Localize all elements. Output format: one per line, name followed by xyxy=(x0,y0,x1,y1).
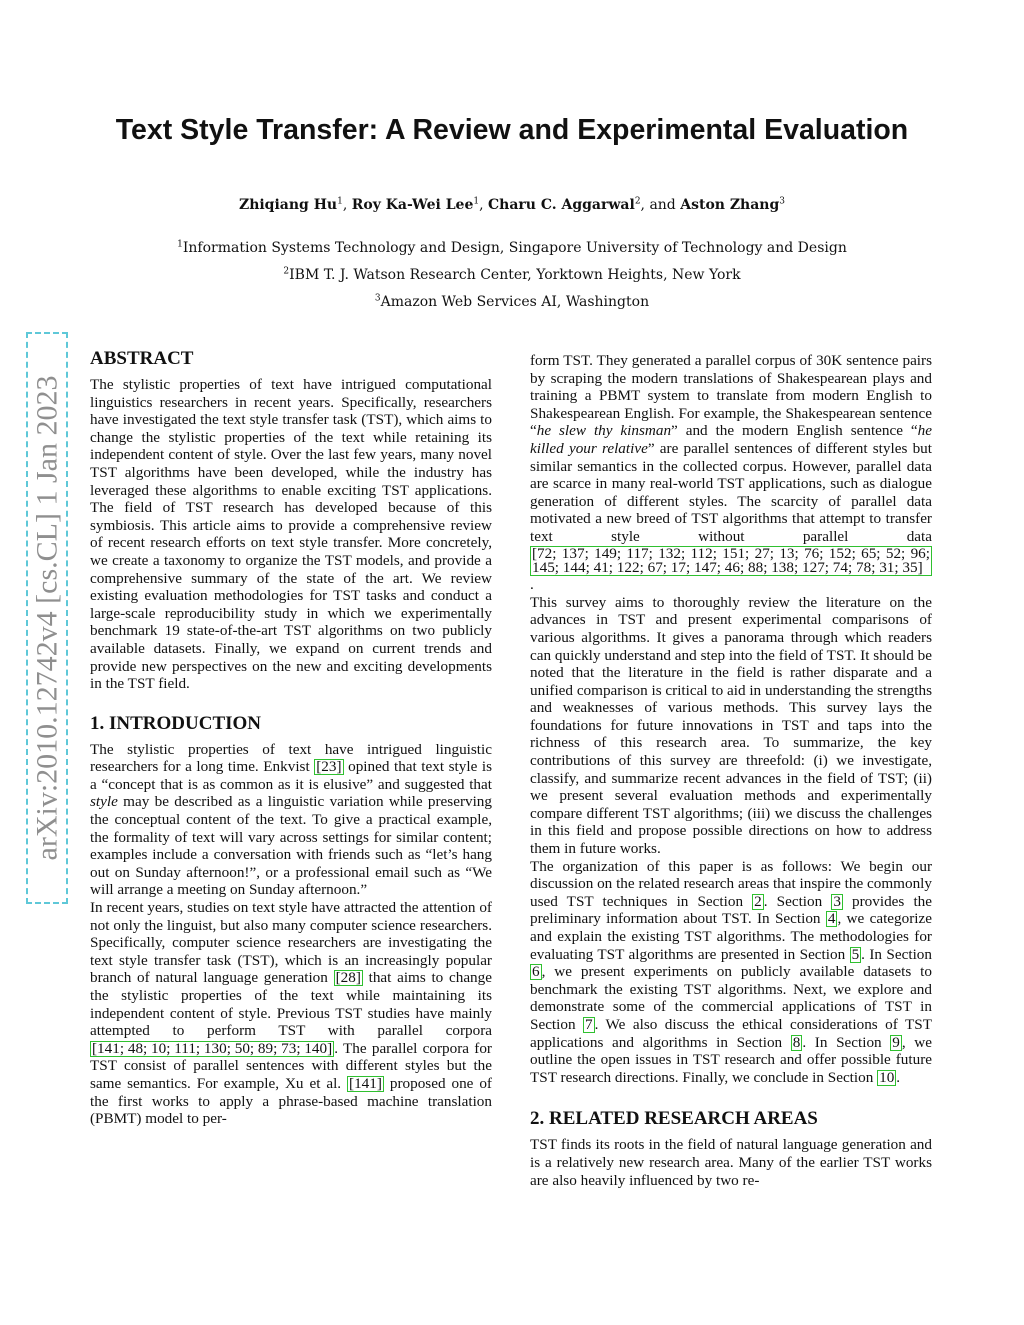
text-run: The stylistic properties of text have intrigued linguistic researchers for a long time. Enkvist xyxy=(90,740,492,776)
text-run: ” are parallel sentences of different styles but similar semantics in the collected corpus. However, parallel data are scarce in many real-world TST applications, such as dialogue generation of different styles. The scarcity of parallel data motivated a new breed of TST algorithms that attempt to transfer text style without parallel data xyxy=(530,439,932,545)
affiliation xyxy=(0,267,1024,283)
affiliation-text: Amazon Web Services AI, Washington xyxy=(380,294,650,310)
introduction-heading: 1. INTRODUCTION xyxy=(90,712,262,734)
citation-link[interactable]: [72; 137; 149; 117; 132; 112; 151; 27; 13; 76; 152; 65; 52; 96; 145; 144; 41; 122; 67; 17; 147; 46; 88; 138; 127; 74; 78; 31; 35] xyxy=(532,544,930,576)
related-research-heading: 2. RELATED RESEARCH AREAS xyxy=(530,1108,818,1130)
affiliation-number: 3 xyxy=(374,293,381,304)
body-paragraph: This survey aims to thoroughly review the literature on the advances in TST and present experimental comparisons of various algorithms. It gives a panorama through which readers can quickly understand and step into the field of TST. It should be noted that the literature in the field is rather disparate and a unified comparison is critical to aid in understanding the strengths and weaknesses of various methods. This survey lays the foundations for future innovations in TST and taps into the richness of this research area. To summarize, the key contributions of this survey are threefold: (i) we investigate, classify, and summarize recent advances in the field of TST; (ii) we present several evaluation methods and experimentally compare different TST algorithms; (iii) we discuss the challenges in this field and propose possible directions on how to address them in future works. xyxy=(530,593,932,858)
text-run: , we categorize and explain the existing TST algorithms. The methodologies for evaluating TST algorithms are presented in Section xyxy=(530,910,932,963)
text-run: , we present experiments on publicly available datasets to benchmark the existing TST algorithms. Next, we explore and demonstrate some of the commercial applications of TST in Section xyxy=(530,963,932,1033)
text-run: ” and the modern English sentence “ xyxy=(671,422,918,440)
affiliation-number: 2 xyxy=(283,266,290,277)
citation-link[interactable]: [23] xyxy=(316,758,342,776)
author-affiliation-mark: 2 xyxy=(634,196,641,207)
author-name: Roy Ka-Wei Lee xyxy=(351,197,474,213)
text-run: provides the preliminary information about TST. In Section xyxy=(530,892,932,928)
right-column xyxy=(530,352,932,1189)
section-link[interactable]: 10 xyxy=(879,1068,895,1086)
citation-link[interactable]: [141] xyxy=(349,1074,382,1092)
intro-paragraph xyxy=(90,741,492,899)
text-run: that aims to change the stylistic properties of the text while maintaining its independent content of style. Previous TST studies have mainly attempted to perform TST with parallel corpora xyxy=(90,969,492,1040)
text-run: . The parallel corpora for TST consist of parallel sentences with different styles but the same semantics. For example, Xu et al. xyxy=(90,1039,492,1092)
intro-paragraph xyxy=(90,899,492,1128)
arxiv-stamp[interactable] xyxy=(26,332,68,904)
citation-link[interactable]: [141; 48; 10; 111; 130; 50; 89; 73; 140] xyxy=(92,1039,333,1057)
author-affiliation-mark: 1 xyxy=(337,196,343,207)
affiliation-text: Information Systems Technology and Design, Singapore University of Technology and Design xyxy=(182,240,847,256)
quoted-example: he killed your relative xyxy=(530,422,932,457)
abstract-text: The stylistic properties of text have intrigued computational linguistics researchers in recent years. Specifically, researchers have investigated the text style transfer task (TST), which aims to change the stylistic properties of the text while retaining its independent content of style. Over the last few years, many novel TST algorithms have been developed, while the industry has leveraged these algorithms to enable exciting TST applications. The field of TST research has developed because of this symbiosis. This article aims to provide a comprehensive review of recent research efforts on text style transfer. More concretely, we create a taxonomy to organize the TST models, and provide a comprehensive summary of the state of the art. We review existing evaluation methodologies for TST tasks and conduct a large-scale reproducibility study in which we experimentally benchmark 19 state-of-the-art TST algorithms on two publicly available datasets. Finally, we expand on current trends and provide new perspectives on the new and exciting developments in the TST field. xyxy=(90,376,492,693)
emphasis: style xyxy=(90,793,118,811)
section-link[interactable]: 4 xyxy=(827,910,836,928)
left-column xyxy=(90,348,492,1128)
body-paragraph xyxy=(530,858,932,1087)
text-run: may be described as a linguistic variation while preserving the conceptual content of the text. To give a practical example, the formality of text will vary across settings for similar content; examples include a conversation with friends such as “let’s hang out on Sunday afternoon!”, or a professional email such as “We will arrange a meeting on Sunday afternoon.” xyxy=(90,793,492,899)
text-run: . xyxy=(530,576,534,594)
quoted-example: he slew thy kinsman xyxy=(536,422,672,440)
affiliation xyxy=(0,240,1024,256)
author-name: Aston Zhang xyxy=(680,197,780,213)
text-run: opined that text style is a “concept that is as common as it is elusive” and suggested that xyxy=(90,758,492,793)
text-run: . In Section xyxy=(861,945,932,963)
body-paragraph: TST finds its roots in the field of natural language generation and is a relatively new research area. Many of the earlier TST works are also heavily influenced by two re- xyxy=(530,1136,932,1189)
section-link[interactable]: 7 xyxy=(585,1015,593,1033)
affiliation-text: IBM T. J. Watson Research Center, Yorktown Heights, New York xyxy=(289,267,741,283)
text-run: . We also discuss the ethical considerations of TST applications and algorithms in Section xyxy=(530,1015,932,1051)
arxiv-stamp-text: arXiv:2010.12742v4 [cs.CL] 1 Jan 2023 xyxy=(30,375,63,861)
text-run: . Section xyxy=(763,892,832,910)
text-run: . In Section xyxy=(802,1033,891,1051)
affiliation-number: 1 xyxy=(177,239,183,250)
author-list: Zhiqiang Hu$^1$, Roy Ka-Wei Lee$^1$, Charu C. Aggarwal$^2$, and Aston Zhang$^3$ xyxy=(238,196,786,213)
paper-title: Text Style Transfer: A Review and Experimental Evaluation xyxy=(115,114,909,146)
author-name: Zhiqiang Hu xyxy=(238,197,338,213)
author-affiliation-mark: 1 xyxy=(473,196,480,207)
author-name: Charu C. Aggarwal xyxy=(488,197,635,213)
text-run: proposed one of the first works to apply a phrase-based machine translation (PBMT) model to per- xyxy=(90,1074,492,1128)
text-run: . xyxy=(896,1068,901,1086)
section-link[interactable]: 6 xyxy=(532,963,540,981)
section-link[interactable]: 3 xyxy=(833,892,841,910)
citation-link[interactable]: [28] xyxy=(335,969,361,987)
section-link[interactable]: 8 xyxy=(792,1033,801,1051)
section-link[interactable]: 9 xyxy=(892,1033,900,1051)
abstract-heading: ABSTRACT xyxy=(90,348,194,369)
section-link[interactable]: 5 xyxy=(851,945,860,963)
body-paragraph xyxy=(530,352,932,594)
author-affiliation-mark: 3 xyxy=(779,196,786,207)
section-link[interactable]: 2 xyxy=(754,892,762,910)
text-run: The organization of this paper is as follows: We begin our discussion on the related research areas that inspire the commonly used TST techniques in Section xyxy=(530,857,932,910)
text-run: , we outline the open issues in TST research and offer possible future TST research directions. Finally, we conclude in Section xyxy=(530,1033,932,1086)
affiliation xyxy=(0,294,1024,310)
text-run: In recent years, studies on text style have attracted the attention of not only the linguist, but also many computer science researchers. Specifically, computer science researchers are investigating the text style transfer task (TST), which is an increasingly popular branch of natural language generation xyxy=(90,899,492,987)
text-run: form TST. They generated a parallel corpus of 30K sentence pairs by scraping the modern translations of Shakespearean plays and training a PBMT system to translate from modern English to Shakespearean English. For example, the Shakespearean sentence “ xyxy=(530,352,932,440)
